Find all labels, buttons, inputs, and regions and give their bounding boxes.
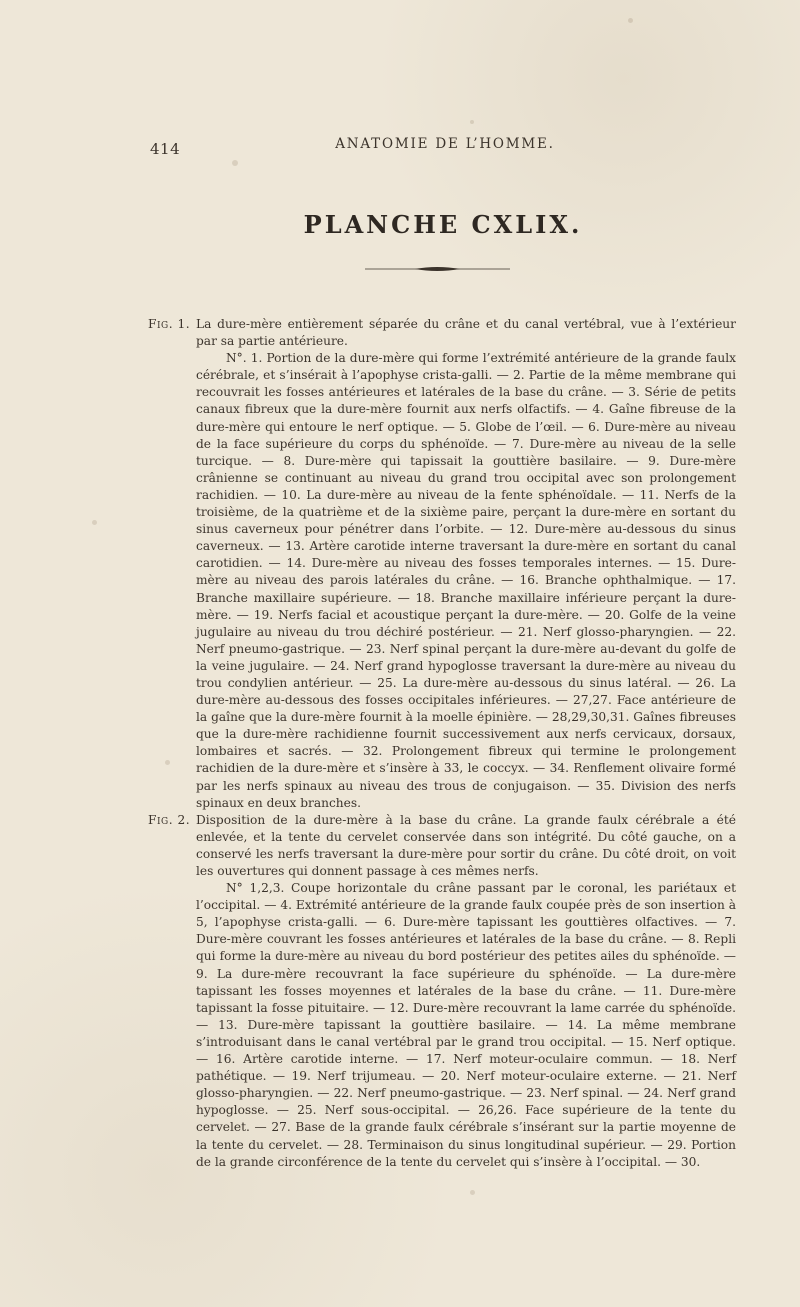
plate-title: PLANCHE CXLIX. [303, 210, 583, 239]
paper-speck [470, 1190, 475, 1195]
running-title: ANATOMIE DE L’HOMME. [335, 136, 555, 152]
figure-intro: Disposition de la dure-mère à la base du crâne. La grande faulx cérébrale a été enlevée, et la tente du cervelet conservée dans son intégrité. Du côté gauche, on a conservé les nerfs traversant la dure-mère pour sortir du crâne. Du côté droit, on voit les ouvertures qui donnent passage à ces mêmes nerfs. [196, 812, 736, 878]
paper-speck [470, 120, 474, 124]
figure-legend: N° 1,2,3. Coupe horizontale du crâne passant par le coronal, les pariétaux et l’occipital. — 4. Extrémité antérieure de la grande faulx coupée près de son insertion à 5, l’apophyse crista-galli. — 6. Dure-mère tapissant les gouttières olfactives. — 7. Dure-mère couvrant les fosses antérieures et latérales de la base du crâne. — 8. Repli qui forme la dure-mère au niveau du bord postérieur des petites ailes du sphénoïde. — 9. La dure-mère recouvrant la face supérieure du sphénoïde. — La dure-mère tapissant les fosses moyennes et latérales de la base du crâne. — 11. Dure-mère tapissant la fosse pituitaire. — 12. Dure-mère recouvrant la lame carrée du sphénoïde. — 13. Dure-mère tapissant la gouttière basilaire. — 14. La même membrane s’introduisant dans le canal vertébral par le grand trou occipital. — 15. Nerf optique. — 16. Artère carotide interne. — 17. Nerf moteur-oculaire commun. — 18. Nerf pathétique. — 19. Nerf trijumeau. — 20. Nerf moteur-oculaire externe. — 21. Nerf glosso-pharyngien. — 22. Nerf pneumo-gastrique. — 23. Nerf spinal. — 24. Nerf grand hypoglosse. — 25. Nerf sous-occipital. — 26,26. Face supérieure de la tente du cervelet. — 27. Base de la grande faulx cérébrale s’insérant sur la partie moyenne de la tente du cervelet. — 28. Terminaison du sinus longitudinal supérieur. — 29. Portion de la grande circonférence de la tente du cervelet qui s’insère à l’occipital. — 30. [196, 881, 736, 1169]
ornamental-rule [365, 266, 510, 272]
paper-speck [92, 520, 97, 525]
figure-intro: La dure-mère entièrement séparée du crâne et du canal vertébral, vue à l’extérieur par sa partie antérieure. [196, 317, 736, 349]
page-number: 414 [150, 140, 181, 158]
figure-legend: N°. 1. Portion de la dure-mère qui forme l’extrémité antérieure de la grande faulx cérébrale, et s’insérait à l’apophyse crista-galli. — 2. Partie de la même membrane qui recouvrait les fosses antérieures et latérales de la base du crâne. — 3. Série de petits canaux fibreux que la dure-mère fournit aux nerfs olfactifs. — 4. Gaîne fibreuse de la dure-mère qui entoure le nerf optique. — 5. Globe de l’œil. — 6. Dure-mère au niveau de la face supérieure du corps du sphénoïde. — 7. Dure-mère au niveau de la selle turcique. — 8. Dure-mère qui tapissait la gouttière basilaire. — 9. Dure-mère crânienne se continuant au niveau du grand trou occipital avec son prolongement rachidien. — 10. La dure-mère au niveau de la fente sphénoïdale. — 11. Nerfs de la troisième, de la quatrième et de la sixième paire, perçant la dure-mère en sortant du sinus caverneux pour pénétrer dans l’orbite. — 12. Dure-mère au-dessous du sinus caverneux. — 13. Artère carotide interne traversant la dure-mère en sortant du canal carotidien. — 14. Dure-mère au niveau des fosses temporales internes. — 15. Dure-mère au niveau des parois latérales du crâne. — 16. Branche ophthalmique. — 17. Branche maxillaire supérieure. — 18. Branche maxillaire inférieure perçant la dure-mère. — 19. Nerfs facial et acoustique perçant la dure-mère. — 20. Golfe de la veine jugulaire au niveau du trou déchiré postérieur. — 21. Nerf glosso-pharyngien. — 22. Nerf pneumo-gastrique. — 23. Nerf spinal perçant la dure-mère au-devant du golfe de la veine jugulaire. — 24. Nerf grand hypoglosse traversant la dure-mère au niveau du trou condylien antérieur. — 25. La dure-mère au-dessous du sinus latéral. — 26. La dure-mère au-dessous des fosses occipitales inférieures. — 27,27. Face antérieure de la gaîne que la dure-mère fournit à la moelle épinière. — 28,29,30,31. Gaînes fibreuses que la dure-mère rachidienne fournit successivement aux nerfs cervicaux, dorsaux, lombaires et sacrés. — 32. Prolongement fibreux qui termine le prolongement rachidien de la dure-mère et s’insère à 33, le coccyx. — 34. Renflement olivaire formé par les nerfs spinaux au niveau des trous de conjugaison. — 35. Division des nerfs spinaux en deux branches. [196, 351, 736, 810]
figure-label: Fig. 1. [148, 317, 191, 331]
paper-speck [628, 18, 633, 23]
figure-1-caption [148, 316, 736, 812]
plate-explanation [148, 316, 736, 1171]
paper-speck [232, 160, 238, 166]
figure-label: Fig. 2. [148, 812, 191, 827]
figure-2-caption [148, 812, 736, 1171]
